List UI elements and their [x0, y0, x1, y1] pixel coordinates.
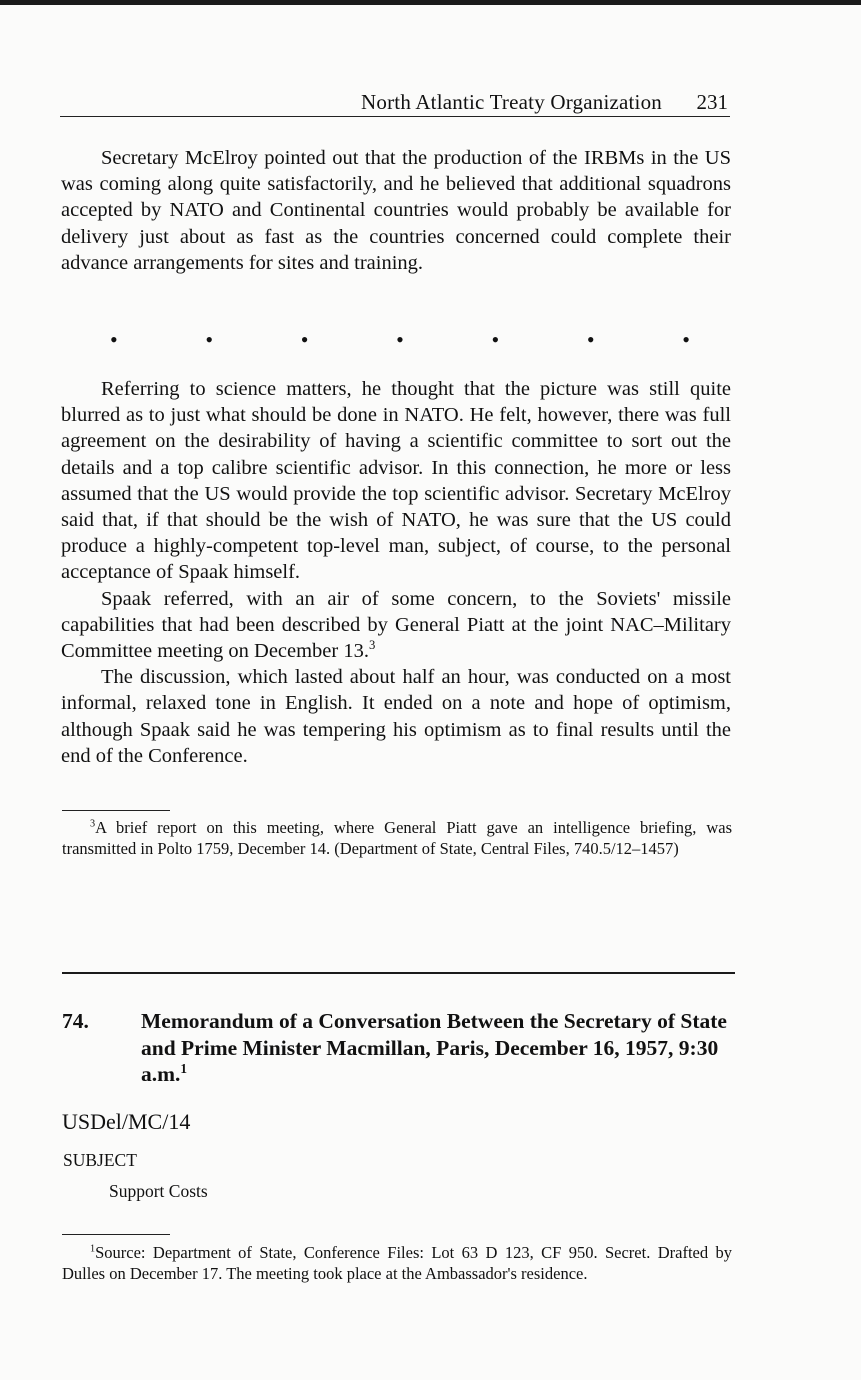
footnote-1: [62, 1242, 732, 1284]
ellipsis-dot: •: [205, 327, 214, 352]
subject-value: Support Costs: [109, 1181, 208, 1201]
top-border: [0, 0, 861, 5]
footnote-rule: [62, 810, 170, 811]
ellipsis-dot: •: [491, 327, 500, 352]
document-number: 74.: [62, 1009, 89, 1033]
paragraph: [61, 586, 731, 665]
footnote-text: A brief report on this meeting, where General Piatt gave an intelligence briefing, was transmitted in Polto 1759, December 14. (Department of State, Central Files, 740.5/12–1457): [62, 818, 732, 858]
ellipsis-dot: •: [110, 327, 118, 352]
footnote-marker: 1: [90, 1243, 96, 1255]
ellipsis-dot: •: [396, 327, 404, 352]
footnote-text: Source: Department of State, Conference Files: Lot 63 D 123, CF 950. Secret. Drafted by Dulles on December 17. The meeting took place at the Ambassador's residence.: [62, 1243, 732, 1283]
paragraph: Referring to science matters, he thought that the picture was still quite blurred as to just what should be done in NATO. He felt, however, there was full agreement on the desirability of having a scientific committee to sort out the details and a top calibre scientific advisor. In this connection, he more or less assumed that the US would provide the top scientific advisor. Secretary McElroy said that, if that should be the wish of NATO, he was sure that the US could produce a highly-competent top-level man, subject, of course, to the personal acceptance of Spaak himself.: [61, 378, 731, 584]
body-text-top: [61, 145, 731, 276]
footnote-rule: [62, 1234, 170, 1235]
paragraph: Secretary McElroy pointed out that the production of the IRBMs in the US was coming along quite satisfactorily, and he believed that additional squadrons accepted by NATO and Continental countries would probably be available for delivery just about as fast as the countries concerned could complete their advance arrangements for sites and training.: [61, 147, 731, 274]
footnote-3: [62, 817, 732, 859]
running-head-title: North Atlantic Treaty Organization: [361, 90, 662, 114]
document-title: [141, 1008, 731, 1088]
page-number: 231: [696, 90, 728, 114]
document-id: USDel/MC/14: [62, 1109, 191, 1134]
ellipsis-dot: •: [682, 327, 690, 352]
running-head: [60, 88, 730, 117]
footnote-ref: 3: [368, 638, 376, 653]
paragraph: The discussion, which lasted about half an hour, was conducted on a most informal, relaxed tone in English. It ended on a note and hope of optimism, although Spaak said he was tempering his optimism as to final results until the end of the Conference.: [61, 666, 731, 767]
section-divider: [62, 972, 735, 974]
footnote-marker: 3: [90, 818, 96, 830]
ellipsis-dot: •: [586, 327, 595, 352]
subject-label: SUBJECT: [63, 1150, 137, 1170]
body-text-bottom: [61, 376, 731, 769]
document-title-text: Memorandum of a Conversation Between the Secretary of State and Prime Minister Macmillan, Paris, December 16, 1957, 9:30 a.m.: [141, 1009, 727, 1086]
footnote-ref: 1: [180, 1060, 188, 1076]
ellipsis-dot: •: [300, 327, 309, 352]
ellipsis-dots: [110, 327, 690, 352]
paragraph-text: Spaak referred, with an air of some concern, to the Soviets' missile capabilities that had been described by General Piatt at the joint NAC–Military Committee meeting on December 13.: [61, 587, 731, 663]
